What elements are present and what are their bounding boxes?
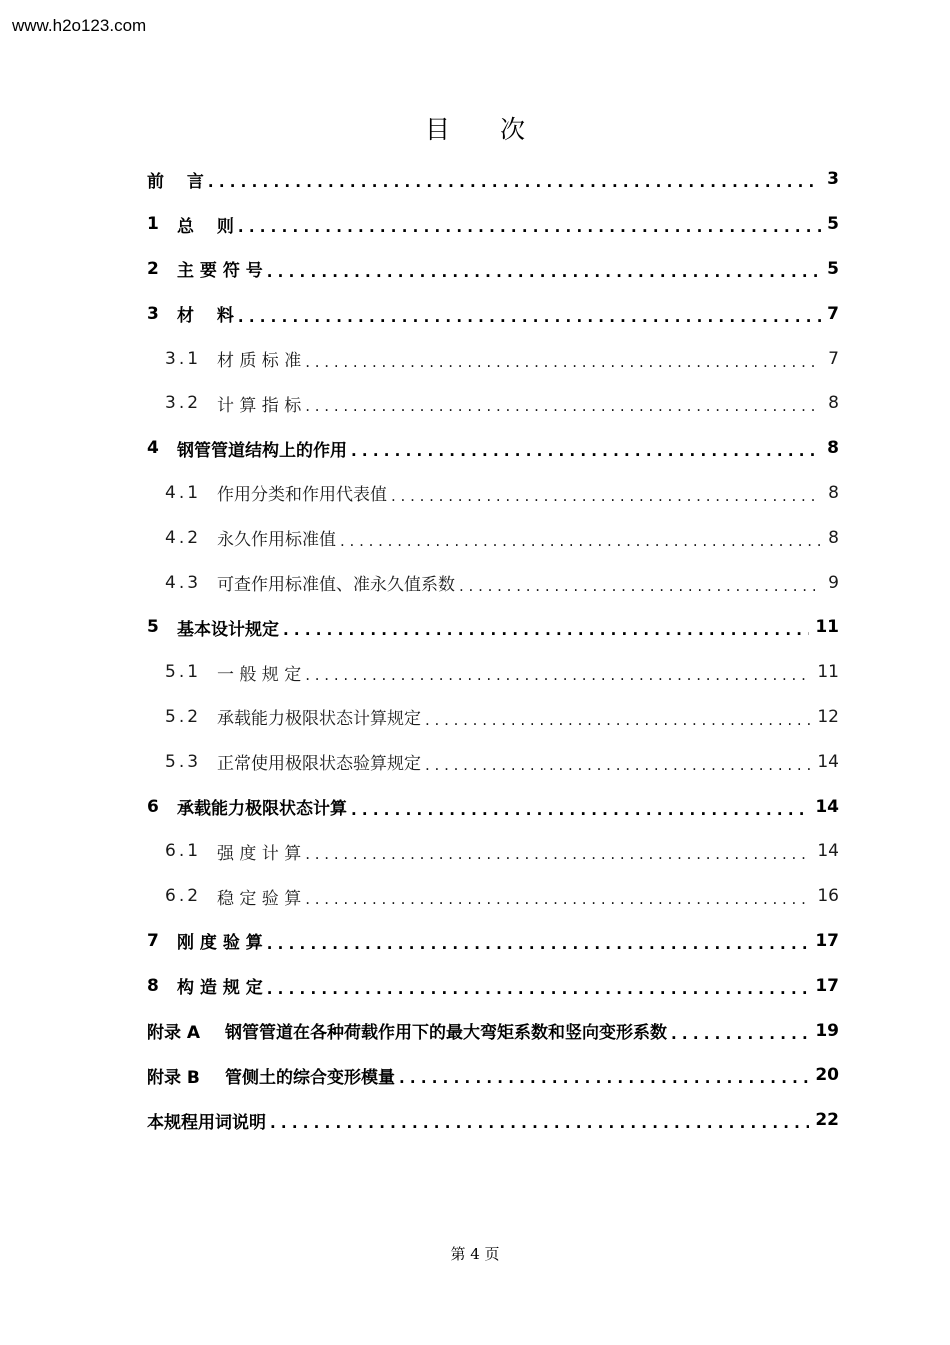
toc-entry-label: 钢管管道结构上的作用 [177,440,347,461]
toc-entry[interactable] [147,963,839,1008]
toc-dot-leader [270,1114,809,1132]
toc-entry-page: 5 [827,214,839,235]
toc-dot-leader [238,308,821,326]
toc-entry-label: 永久作用标准值 [217,530,336,551]
toc-entry-label: 材 料 [177,306,234,327]
toc-entry-page: 7 [828,348,839,369]
toc-entry-number: 附录 A [147,1023,201,1044]
page-title: 目 次 [424,115,525,144]
toc-dot-leader [351,442,821,460]
toc-entry-label: 承载能力极限状态计算规定 [217,709,421,730]
toc-entry-number: 4.1 [165,482,202,503]
toc-dot-leader [351,801,809,819]
toc-entry-label: 一 般 规 定 [217,664,302,685]
toc-entry-number: 2 [147,258,159,279]
toc-entry-label: 稳 定 验 算 [217,888,302,909]
toc-entry-page: 20 [815,1065,839,1086]
toc-dot-leader [425,756,811,774]
toc-entry[interactable] [147,247,839,292]
toc-entry[interactable] [147,426,839,471]
toc-subentry[interactable] [147,650,839,695]
toc-entry-number: 7 [147,930,159,951]
toc-entry-page: 9 [828,572,839,593]
toc-entry-number: 5 [147,617,159,638]
toc-entry-page: 8 [828,482,839,503]
toc-entry-label: 本规程用词说明 [147,1112,266,1133]
toc-entry-page: 11 [815,617,839,638]
toc-entry-label: 构 造 规 定 [177,978,263,999]
toc-entry[interactable] [147,1008,839,1053]
toc-dot-leader [305,666,811,684]
toc-entry[interactable] [147,919,839,964]
toc-subentry[interactable] [147,829,839,874]
toc-dot-leader [283,621,809,639]
toc-entry-number: 5.3 [165,751,202,772]
toc-dot-leader [238,218,821,236]
toc-entry-number: 3.2 [165,393,202,414]
toc-entry[interactable] [147,202,839,247]
toc-dot-leader [340,532,821,550]
toc-entry-number: 4.2 [165,527,202,548]
toc-dot-leader [459,577,821,595]
toc-entry-number: 4.3 [165,572,202,593]
toc-entry-label: 作用分类和作用代表值 [217,485,387,506]
toc-entry-number: 8 [147,975,159,996]
toc-dot-leader [305,397,821,415]
toc-entry-label: 钢管管道在各种荷载作用下的最大弯矩系数和竖向变形系数 [225,1023,667,1044]
toc-entry-label: 正常使用极限状态验算规定 [217,754,421,775]
toc-subentry[interactable] [147,874,839,919]
toc-entry-label: 可查作用标准值、准永久值系数 [217,575,455,596]
toc-entry-number: 附录 B [147,1067,200,1088]
toc-entry-label: 前 言 [147,171,204,192]
toc-entry[interactable] [147,291,839,336]
toc-entry-number: 6.1 [165,841,202,862]
toc-entry-number: 4 [147,438,159,459]
toc-subentry[interactable] [147,515,839,560]
toc-entry-page: 11 [817,662,839,683]
toc-dot-leader [391,487,821,505]
toc-entry-page: 19 [815,1020,839,1041]
toc-entry-label: 主 要 符 号 [177,261,263,282]
toc-entry-number: 5.1 [165,662,202,683]
toc-entry-number: 5.2 [165,706,202,727]
toc-entry-page: 17 [815,930,839,951]
toc-entry-page: 5 [827,258,839,279]
watermark-url: www.h2o123.com [12,16,147,35]
toc-entry-page: 22 [815,1110,839,1131]
toc-entry-page: 8 [827,438,839,459]
toc-dot-leader [399,1069,809,1087]
toc-subentry[interactable] [147,381,839,426]
toc-dot-leader [267,263,821,281]
toc-dot-leader [305,353,821,371]
toc-entry-page: 14 [815,796,839,817]
toc-entry-label: 刚 度 验 算 [177,933,263,954]
toc-entry-page: 14 [817,751,839,772]
toc-entry-label: 总 则 [177,216,234,237]
toc-entry-label: 材 质 标 准 [217,351,302,372]
toc-entry-number: 3 [147,303,159,324]
toc-entry-number: 1 [147,214,159,235]
toc-entry-number: 6.2 [165,886,202,907]
toc-dot-leader [671,1025,809,1043]
toc-entry[interactable] [147,605,839,650]
toc-entry-label: 基本设计规定 [177,619,279,640]
toc-dot-leader [267,935,810,953]
toc-entry-label: 承载能力极限状态计算 [177,799,347,820]
toc-entry-page: 8 [828,527,839,548]
toc-entry[interactable] [147,157,839,202]
toc-dot-leader [305,890,811,908]
toc-subentry[interactable] [147,739,839,784]
page-number-footer: 第 4 页 [450,1245,500,1263]
toc-subentry[interactable] [147,471,839,516]
toc-dot-leader [208,173,821,191]
toc-dot-leader [305,845,811,863]
toc-entry[interactable] [147,1053,839,1098]
toc-entry[interactable] [147,1098,839,1143]
toc-entry-label: 计 算 指 标 [217,395,302,416]
toc-entry-number: 6 [147,796,159,817]
toc-entry-page: 7 [827,303,839,324]
toc-dot-leader [425,711,811,729]
toc-subentry[interactable] [147,560,839,605]
toc-subentry[interactable] [147,336,839,381]
toc-dot-leader [267,980,810,998]
toc-subentry[interactable] [147,695,839,740]
toc-entry-page: 3 [827,169,839,190]
table-of-contents [147,157,839,1143]
toc-entry-label: 强 度 计 算 [217,843,302,864]
toc-entry-page: 14 [817,841,839,862]
toc-entry-page: 17 [815,975,839,996]
toc-entry[interactable] [147,784,839,829]
toc-entry-page: 12 [817,706,839,727]
toc-entry-page: 8 [828,393,839,414]
toc-entry-page: 16 [817,886,839,907]
toc-entry-label: 管侧土的综合变形模量 [225,1067,395,1088]
toc-entry-number: 3.1 [165,348,202,369]
